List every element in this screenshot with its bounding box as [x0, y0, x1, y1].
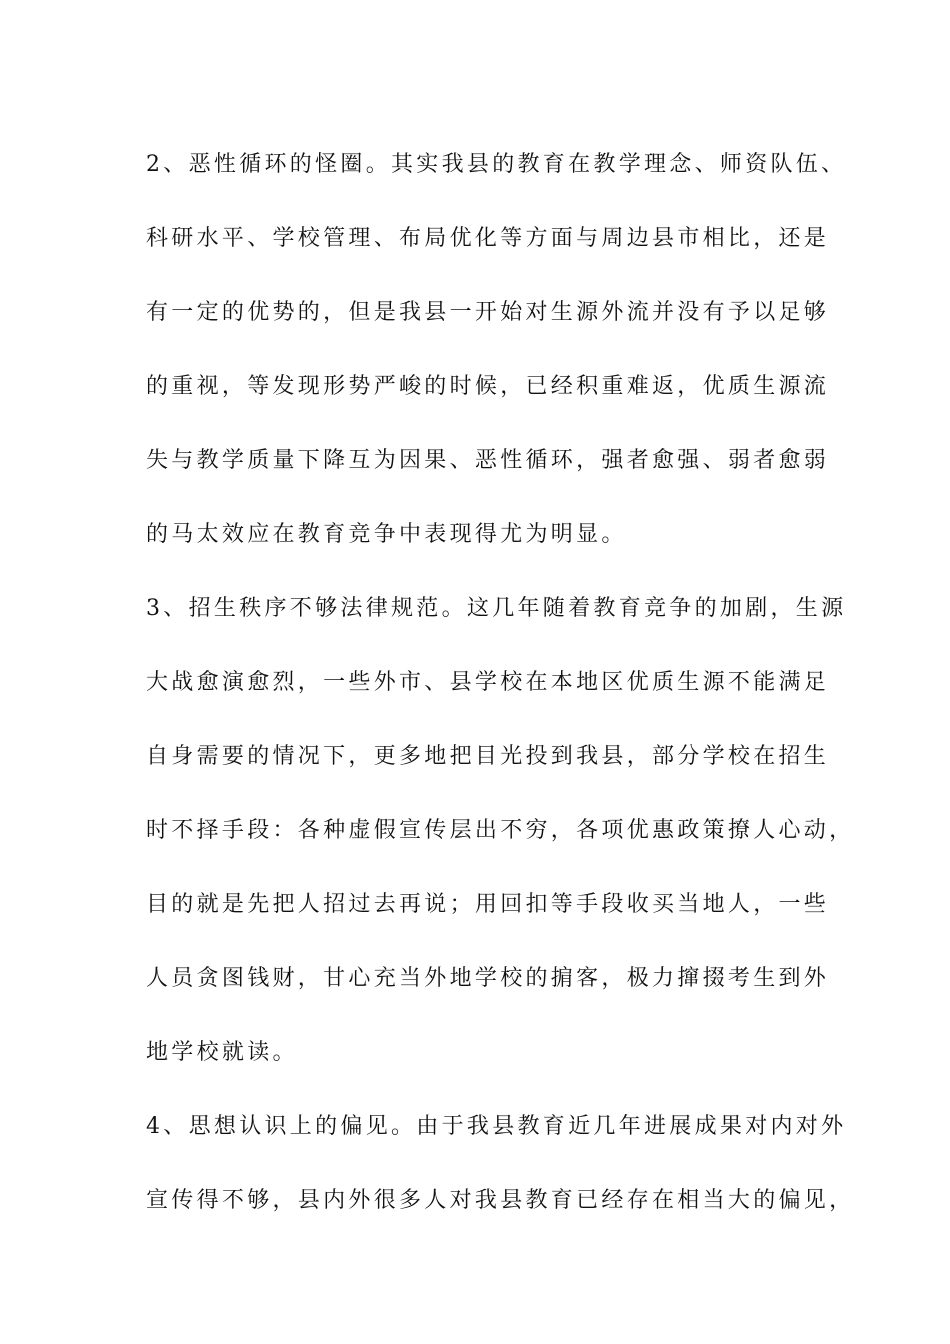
- text-line: 的重视，等发现形势严峻的时候，已经积重难返，优质生源流: [146, 374, 830, 399]
- text-line: 4、思想认识上的偏见。由于我县教育近几年进展成果对内对外: [146, 1114, 847, 1139]
- text-line: 时不择手段：各种虚假宣传层出不穷，各项优惠政策撩人心动，: [146, 818, 855, 843]
- text-line: 科研水平、学校管理、布局优化等方面与周边县市相比，还是: [146, 226, 830, 251]
- text-line: 地学校就读。: [146, 1040, 298, 1065]
- text-line: 2、恶性循环的怪圈。其实我县的教育在教学理念、师资队伍、: [146, 152, 847, 177]
- text-line: 的马太效应在教育竞争中表现得尤为明显。: [146, 522, 627, 547]
- text-line: 大战愈演愈烈，一些外市、县学校在本地区优质生源不能满足: [146, 670, 830, 695]
- text-line: 自身需要的情况下，更多地把目光投到我县，部分学校在招生: [146, 744, 830, 769]
- text-line: 有一定的优势的，但是我县一开始对生源外流并没有予以足够: [146, 300, 830, 325]
- text-line: 失与教学质量下降互为因果、恶性循环，强者愈强、弱者愈弱: [146, 448, 830, 473]
- text-line: 人员贪图钱财，甘心充当外地学校的掮客，极力撺掇考生到外: [146, 966, 830, 991]
- text-line: 目的就是先把人招过去再说；用回扣等手段收买当地人，一些: [146, 892, 830, 917]
- document-body: [146, 128, 855, 1238]
- text-line: 3、招生秩序不够法律规范。这几年随着教育竞争的加剧，生源: [146, 596, 847, 621]
- text-line: 宣传得不够，县内外很多人对我县教育已经存在相当大的偏见，: [146, 1188, 855, 1213]
